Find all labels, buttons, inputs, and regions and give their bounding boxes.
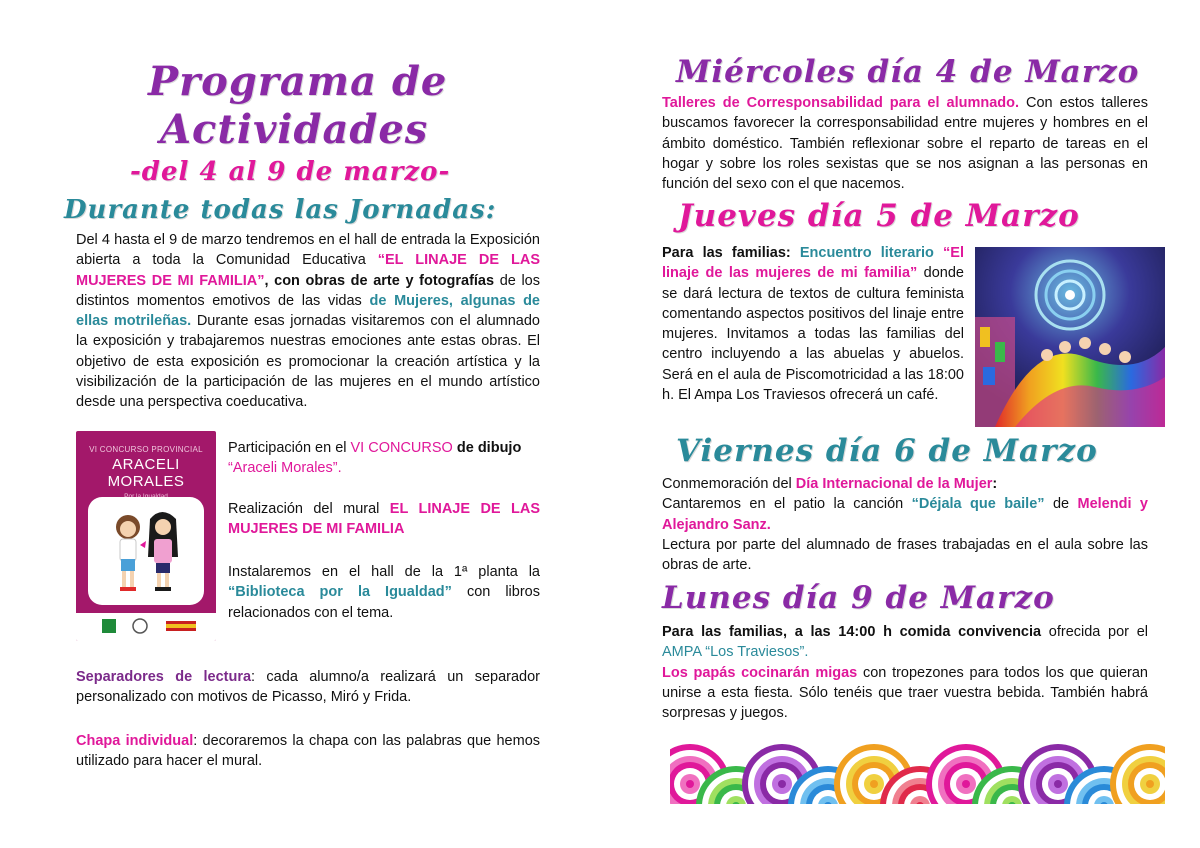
intro-women: de Mujeres, algunas de ellas motrileñas. xyxy=(76,292,540,330)
wednesday-paragraph xyxy=(662,93,1148,194)
thursday-title: “El linaje de las mujeres de mi familia” xyxy=(662,245,964,282)
poster-line2: ARACELI MORALES xyxy=(107,456,185,490)
friday-song: “Déjala que baile” xyxy=(911,496,1045,513)
library-text-3: con libros relacionados con el tema. xyxy=(228,584,540,621)
heading-thursday: Jueves día 5 de Marzo xyxy=(678,198,1080,234)
heading-friday: Viernes día 6 de Marzo xyxy=(676,433,1098,469)
wednesday-workshops: Talleres de Corresponsabilidad para el alumnado. xyxy=(662,95,1020,111)
friday-text-8: Lectura por parte del alumnado de frases trabajadas en el aula sobre las obras de arte. xyxy=(662,536,1148,574)
monday-text-5: con tropezones para todos los que quieran unirse a esta fiesta. Sólo tenéis que traer vuestra bebida. También habrá sorpresas y juegos. xyxy=(662,664,1148,722)
poster-illustration xyxy=(88,497,204,605)
intro-text-4: de los distintos momentos emotivos de las vidas xyxy=(76,272,540,309)
friday-text-1: Conmemoración del xyxy=(662,476,796,492)
participation-araceli: “Araceli Morales”. xyxy=(228,460,342,477)
monday-ampa: AMPA “Los Traviesos”. xyxy=(662,644,809,661)
program-title-line2: Actividades xyxy=(160,106,429,153)
thursday-encounter: Encuentro literario xyxy=(790,245,934,261)
section-heading-all-days: Durante todas las Jornadas: xyxy=(64,195,497,225)
mural-paragraph xyxy=(228,499,540,540)
heading-monday: Lunes día 9 de Marzo xyxy=(662,580,1055,616)
poster-logos xyxy=(76,613,216,641)
intro-text-1: Del 4 hasta el 9 de marzo tendremos en el hall de entrada la Exposición abierta a toda la Comunidad Educativa xyxy=(76,232,540,269)
badge-paragraph xyxy=(76,731,540,772)
friday-text-6: de xyxy=(1044,496,1078,513)
wednesday-text: Con estos talleres buscamos favorecer la corresponsabilidad entre mujeres y hombres en el ámbito doméstico. También reflexionar sobre el reparto de tareas en el hogar y sobre los roles sexistas que se nos asignan a las personas en función del sexo con el que nacemos. xyxy=(662,95,1148,193)
participation-contest: VI CONCURSO xyxy=(350,440,453,456)
intro-text-3: , con obras de arte y fotografías xyxy=(264,272,495,289)
women-circle-painting xyxy=(975,247,1165,427)
intro-paragraph xyxy=(76,230,540,413)
monday-families: Para las familias, a las 14:00 h comida convivencia xyxy=(662,624,1042,640)
intro-text-6: Durante esas jornadas visitaremos con el alumnado la exposición y trabajaremos nuestras emociones ante estas obras. El objetivo de esta exposición es promocionar la creación artística y la visibilización de la participación de las mujeres en el mundo artístico desde una perspectiva coeducativa. xyxy=(76,313,540,411)
thursday-text: donde se dará lectura de textos de cultura feminista comentando aspectos positivos del linaje entre mujeres. Invitamos a todas las familias del centro incluyendo a las abuelas y abuelos. Será en el aula de Piscomotricidad a las 18:00 h. El Ampa Los Traviesos ofrecerá un café. xyxy=(662,265,964,404)
participation-text-3: de dibujo xyxy=(452,440,522,456)
bookmarks-title: Separadores de lectura xyxy=(76,669,252,685)
program-title-line1: Programa de xyxy=(148,58,448,105)
decorative-circles-banner xyxy=(670,744,1165,804)
thursday-families: Para las familias: xyxy=(662,245,791,261)
contest-poster-image xyxy=(76,431,216,641)
friday-womens-day: Día Internacional de la Mujer xyxy=(795,476,993,492)
mural-text-1: Realización del mural xyxy=(228,501,390,517)
program-subtitle: -del 4 al 9 de marzo- xyxy=(130,157,451,187)
participation-paragraph xyxy=(228,438,540,479)
monday-migas: Los papás cocinarán migas xyxy=(662,664,858,681)
friday-text-4: Cantaremos en el patio la canción xyxy=(662,496,912,513)
bookmarks-text: : cada alumno/a realizará un separador personalizado con motivos de Picasso, Miró y Frida. xyxy=(76,669,540,706)
heading-wednesday: Miércoles día 4 de Marzo xyxy=(676,54,1140,90)
friday-artists: Melendi y Alejandro Sanz. xyxy=(662,496,1148,533)
friday-colon: : xyxy=(992,476,998,492)
poster-line1: VI CONCURSO PROVINCIAL xyxy=(89,445,203,454)
badge-title: Chapa individual xyxy=(76,733,194,749)
library-text-1: Instalaremos en el hall de la 1ª planta la xyxy=(228,564,540,580)
intro-exhibit-title: “EL LINAJE DE LAS MUJERES DE MI FAMILIA” xyxy=(76,252,540,289)
badge-text: : decoraremos la chapa con las palabras que hemos utilizado para hacer el mural. xyxy=(76,733,541,770)
library-paragraph xyxy=(228,562,540,623)
library-title: “Biblioteca por la Igualdad” xyxy=(228,584,452,601)
participation-text-1: Participación en el xyxy=(228,440,351,456)
mural-title: EL LINAJE DE LAS MUJERES DE MI FAMILIA xyxy=(228,501,540,538)
thursday-paragraph xyxy=(662,243,964,405)
monday-paragraph xyxy=(662,622,1148,723)
friday-paragraph xyxy=(662,474,1148,575)
monday-text-2: ofrecida por el xyxy=(1041,624,1148,640)
bookmarks-paragraph xyxy=(76,667,540,708)
decorative-circles-svg xyxy=(670,744,1165,804)
